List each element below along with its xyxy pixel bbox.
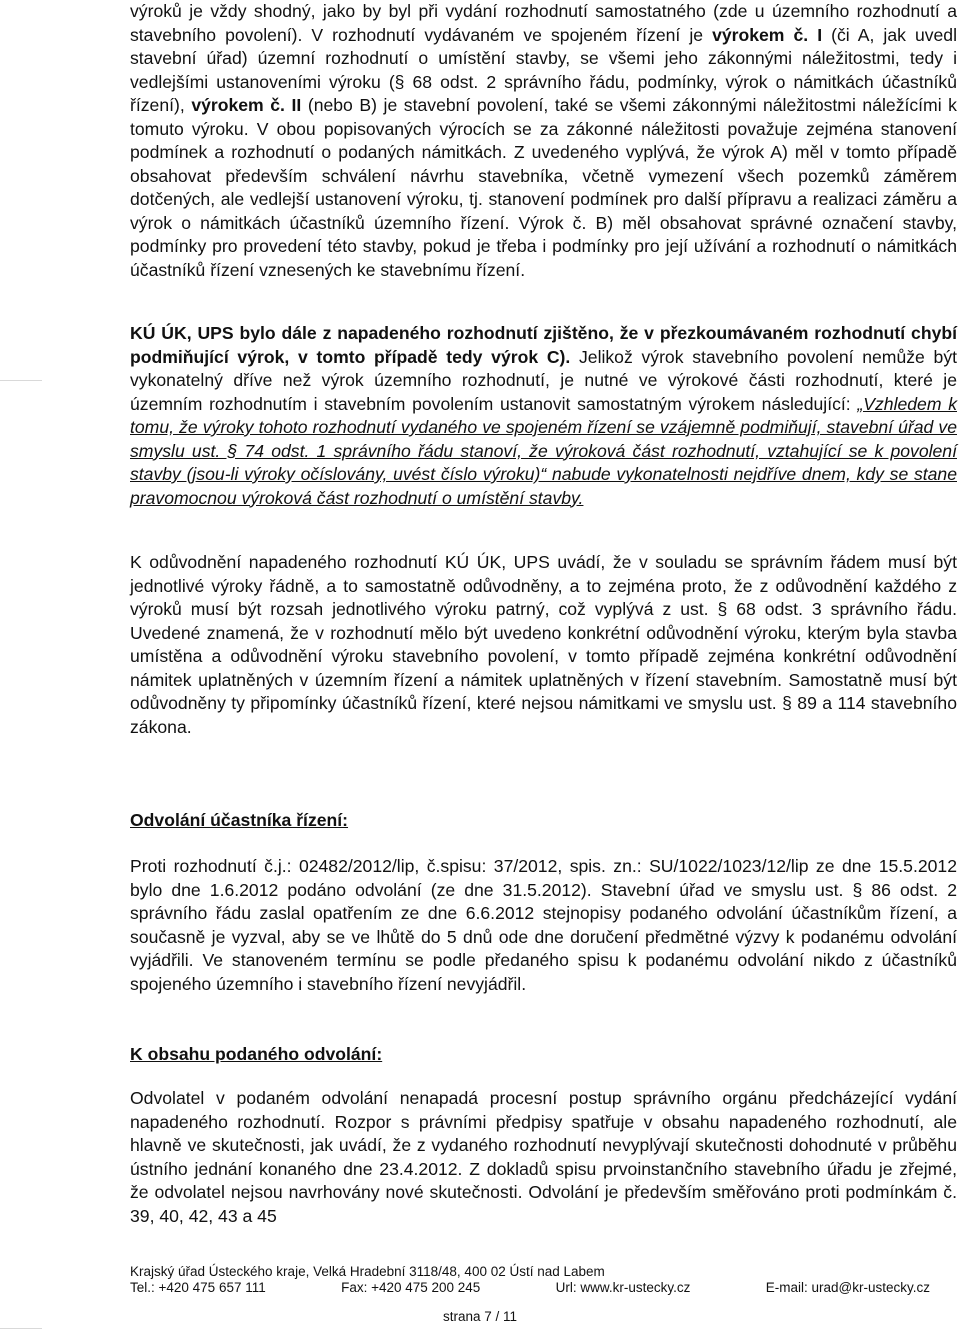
- footer-phone: Tel.: +420 475 657 111: [130, 1280, 266, 1295]
- paragraph-text: (či A, jak uvedl stavební úřad) územní rozhodnutí o umístění stavby, se všemi jeho zákonnými náležitostmi, tedy i vedlejšími ustanoveními výroku (§ 68 odst. 2 správního řádu, podmínky, výrok o námitkách účastníků řízení),: [130, 24, 958, 115]
- paragraph-appeal-content: Odvolatel v podaném odvolání nenapadá procesní postup správního orgánu předcházející vydání napadeného rozhodnutí. Rozpor s právními předpisy spatřuje v obsahu napadeného rozhodnutí, ale hlavně ve skutečnosti, jak uvádí, že z vydaného rozhodnutí nevyplývají skutečnosti dohodnuté v průběhu ústního jednání konaného dne 23.4.2012. Z dokladů spisu prvoinstančního stavebního úřadu je zřejmé, že odvolatel nejsou navrhovány nové skutečnosti. Odvolání je především směřováno proti podmínkám č. 39, 40, 42, 43 a 45: [130, 1088, 957, 1226]
- heading-appeal-content: K obsahu podaného odvolání:: [130, 1044, 383, 1064]
- footer-url: Url: www.kr-ustecky.cz: [555, 1280, 691, 1295]
- bold-text: výrokem č. II: [191, 95, 302, 115]
- paragraph-justification: K odůvodnění napadeného rozhodnutí KÚ ÚK, UPS uvádí, že v souladu se správním řádem musí být jednotlivé výroky řádně, a to samostatně odůvodněny, a to zejména proto, že z odůvodnění každého z výroků musí být rozsah jednotlivého výroku patrný, což vyplývá z ust. § 68 odst. 3 správního řádu. Uvedené znamená, že v rozhodnutí mělo být uvedeno konkrétní odůvodnění výroku, kterým byla stavba umístěna a odůvodnění výroku stavebního povolení, v tomto případě zejména konkrétní odůvodnění námitek uplatněných v územním řízení a námitek uplatněných v řízení stavebním. Samostatně musí být odůvodněny ty připomínky účastníků řízení, které nejsou námitkami ve smyslu ust. § 89 a 114 stavebního zákona.: [130, 552, 957, 737]
- paragraph-text: (nebo B) je stavební povolení, také se všemi zákonnými náležitostmi náležícími k tomuto výroku. V obou popisovaných výrocích se za zákonné náležitosti považuje zejména stanovení podmínek a rozhodnutí o podaných námitkách. Z uvedeného vyplývá, že výrok A) měl v tomto případě obsahovat především schválení návrhu stavebníka, včetně vymezení všech pozemků záměrem dotčených, ale vedlejší ustanovení výroku, tj. stanovení podmínek pro další přípravu a realizaci záměru a výrok o námitkách účastníků územního řízení. Výrok č. B) měl obsahovat správné označení stavby, podmínky pro provedení této stavby, pokud je třeba i podmínky pro její užívání a rozhodnutí o námitkách účastníků řízení vznesených ke stavebnímu řízení.: [130, 95, 957, 280]
- paragraph-text: Jelikož výrok stavebního povolení nemůže být vykonatelný dříve než výrok územního rozhodnutí, je nutné ve výrokové části rozhodnutí, které je územním rozhodnutím i stavebním povolením ustanovit samostatným výrokem následující:: [130, 346, 957, 414]
- page-footer: [130, 1264, 930, 1296]
- footer-email: E-mail: urad@kr-ustecky.cz: [765, 1280, 930, 1295]
- bold-text: KÚ ÚK, UPS bylo dále z napadeného rozhodnutí zjištěno, že v přezkoumávaném rozhodnutí chybí podmiňující výrok, v tomto případě tedy výrok C).: [130, 323, 957, 367]
- heading-appeal: Odvolání účastníka řízení:: [130, 810, 349, 830]
- bold-text: výrokem č. I: [712, 24, 823, 45]
- footer-address: Krajský úřad Ústeckého kraje, Velká Hradební 3118/48, 400 02 Ústí nad Labem: [130, 1264, 605, 1279]
- margin-mark: [0, 380, 42, 381]
- footer-fax: Fax: +420 475 200 245: [341, 1280, 481, 1295]
- paragraph-appeal: Proti rozhodnutí č.j.: 02482/2012/lip, č.spisu: 37/2012, spis. zn.: SU/1022/1023/12/lip ze dne 15.5.2012 bylo dne 1.6.2012 podáno odvolání (ze dne 31.5.2012). Stavební úřad ve smyslu ust. § 86 odst. 2 správního řádu zaslal opatřením ze dne 6.6.2012 stejnopisy podaného odvolání účastníkům řízení, a současně je vyzval, aby se ve lhůtě do 5 dnů ode dne doručení předmětné výzvy k podanému odvolání vyjádřili. Ve stanoveném termínu se podle předaného spisu k podanému odvolání nikdo z účastníků spojeného územního i stavebního řízení nevyjádřil.: [130, 856, 957, 994]
- paragraph-missing-verdict: [130, 322, 957, 510]
- italic-quote: „Vzhledem k tomu, že výroky tohoto rozhodnutí vydaného ve spojeném řízení se vzájemně podmiňují, stavební úřad ve smyslu ust. § 74 odst. 1 správního řádu stanoví, že výroková část rozhodnutí, vztahující se k povolení stavby (jsou-li výroky očíslovány, uvést číslo výroku)“ nabude vykonatelnosti nejdříve dnem, kdy se stane pravomocnou výroková část rozhodnutí o umístění stavby.: [130, 393, 958, 508]
- page-number: strana 7 / 11: [442, 1309, 518, 1324]
- paragraph-verdicts: [130, 0, 957, 282]
- footer-contacts: [130, 1280, 930, 1296]
- paragraph-text: výroků je vždy shodný, jako by byl při vydání rozhodnutí samostatného (zde u územního rozhodnutí a stavebního povolení). V rozhodnutí vydávaném ve spojeném řízení je: [130, 1, 957, 45]
